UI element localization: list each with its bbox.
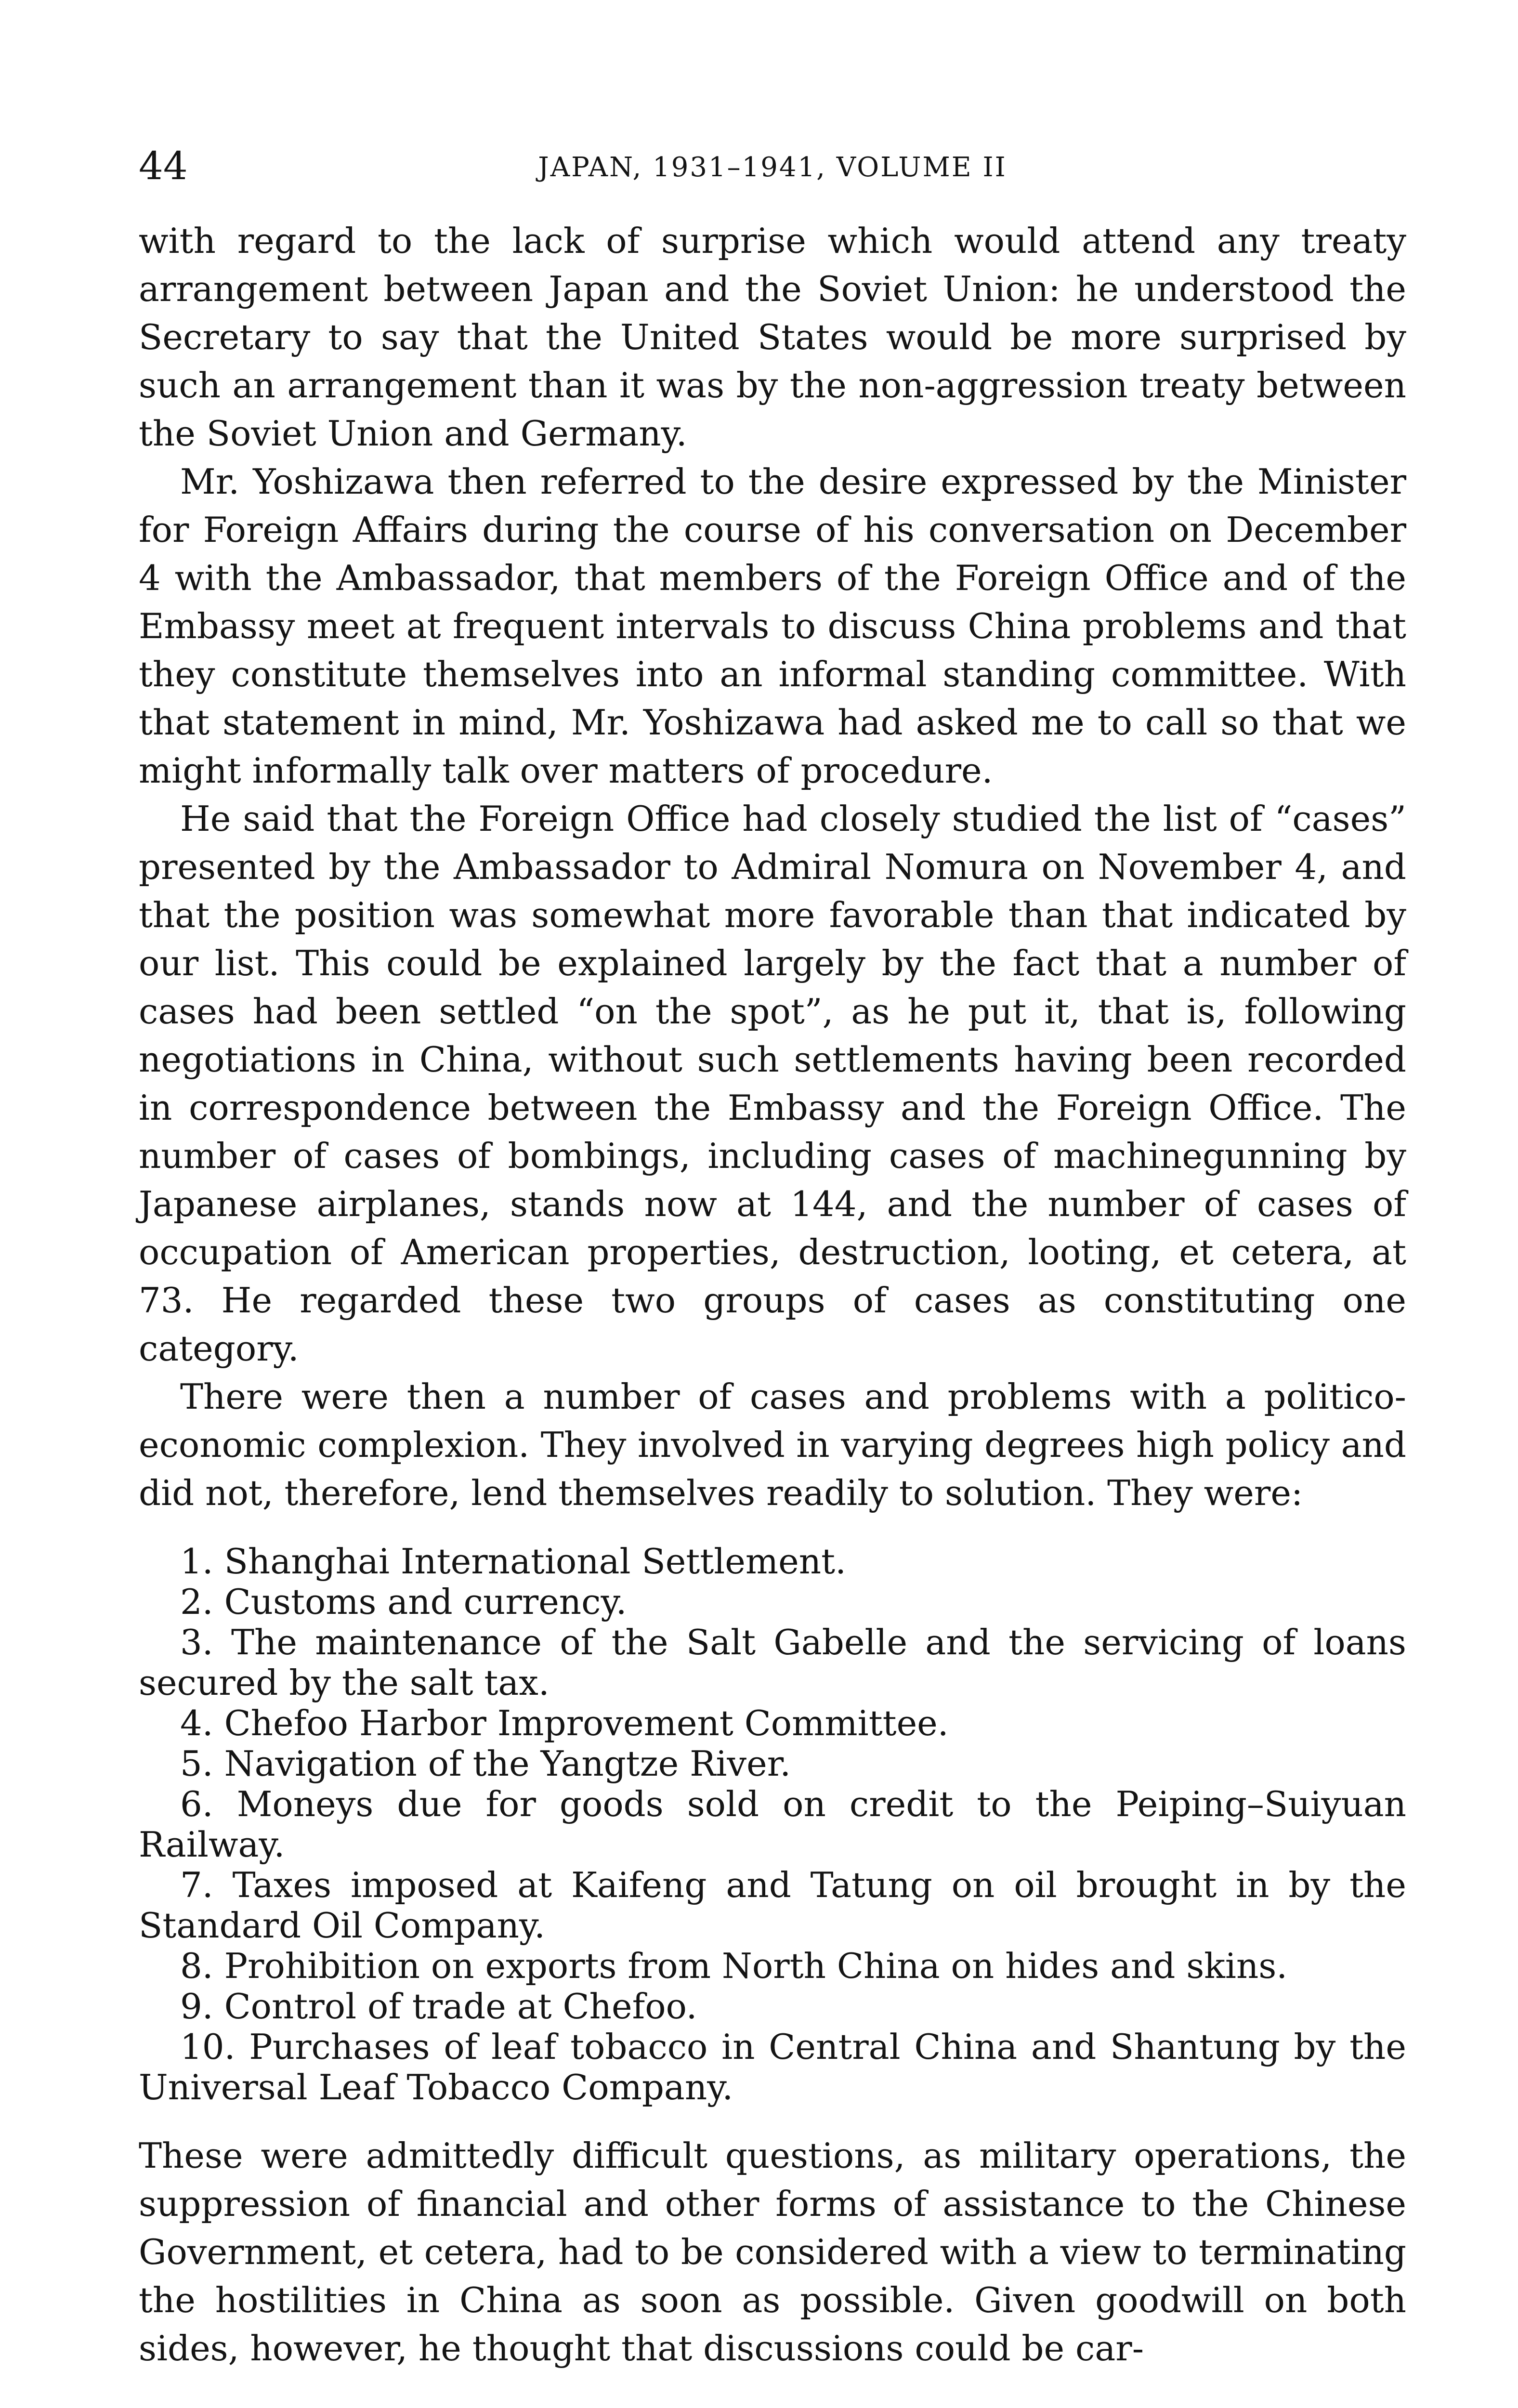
body-text [139,217,1406,2372]
list-item: 5. Navigation of the Yangtze River. [180,1743,791,1784]
list-item: 8. Prohibition on exports from North China on hides and skins. [180,1946,1288,1986]
page-number: 44 [139,144,188,188]
paragraph-yoshizawa: Mr. Yoshizawa then referred to the desire expressed by the Minister for Foreign Affairs during the course of his conversation on December 4 with the Ambassador, that members of the Foreign Office and of the Embassy meet at frequent intervals to discuss China problems and that they constitute themselves into an informal standing committee. With that statement in mind, Mr. Yoshizawa had asked me to call so that we might informally talk over matters of procedure. [139,461,1406,791]
list-item: 6. Moneys due for goods sold on credit to the Peiping–Suiyuan Railway. [139,1784,1406,1865]
numbered-list [139,1541,1406,2107]
page-header [139,144,1406,188]
list-item: 3. The maintenance of the Salt Gabelle and the servicing of loans secured by the salt tax. [139,1622,1406,1703]
running-head: JAPAN, 1931–1941, VOLUME II [538,152,1007,183]
paragraph-cases: He said that the Foreign Office had closely studied the list of “cases” presented by the Ambassador to Admiral Nomura on November 4, and that the position was somewhat more favorable than that indicated by our list. This could be explained largely by the fact that a number of cases had been settled “on the spot”, as he put it, that is, following negotiations in China, without such settlements having been recorded in correspondence between the Embassy and the Foreign Office. The number of cases of bombings, including cases of machinegunning by Japanese airplanes, stands now at 144, and the number of cases of occupation of American properties, destruction, looting, et cetera, at 73. He regarded these two groups of cases as constituting one category. [139,798,1406,1369]
paragraph-difficult-questions: These were admittedly difficult questions, as military operations, the suppression of financial and other forms of assistance to the Chinese Government, et cetera, had to be considered with a view to terminating the hostilities in China as soon as possible. Given goodwill on both sides, however, he thought that discussions could be car- [139,2135,1406,2369]
list-item: 1. Shanghai International Settlement. [180,1541,846,1582]
list-item: 4. Chefoo Harbor Improvement Committee. [180,1703,949,1743]
paragraph-continuation: with regard to the lack of surprise which would attend any treaty arrangement between Japan and the Soviet Union: he understood the Secretary to say that the United States would be more surprised by such an arrangement than it was by the non-aggression treaty between the Soviet Union and Germany. [139,221,1406,454]
paragraph-politico-economic: There were then a number of cases and problems with a politico-economic complexion. They involved in varying degrees high policy and did not, therefore, lend themselves readily to solution. They were: [139,1376,1406,1513]
list-item: 9. Control of trade at Chefoo. [180,1986,697,2027]
list-item: 2. Customs and currency. [180,1582,627,1622]
list-item: 7. Taxes imposed at Kaifeng and Tatung on oil brought in by the Standard Oil Company. [139,1865,1406,1946]
list-item: 10. Purchases of leaf tobacco in Central China and Shantung by the Universal Leaf Tobacco Company. [139,2027,1406,2107]
